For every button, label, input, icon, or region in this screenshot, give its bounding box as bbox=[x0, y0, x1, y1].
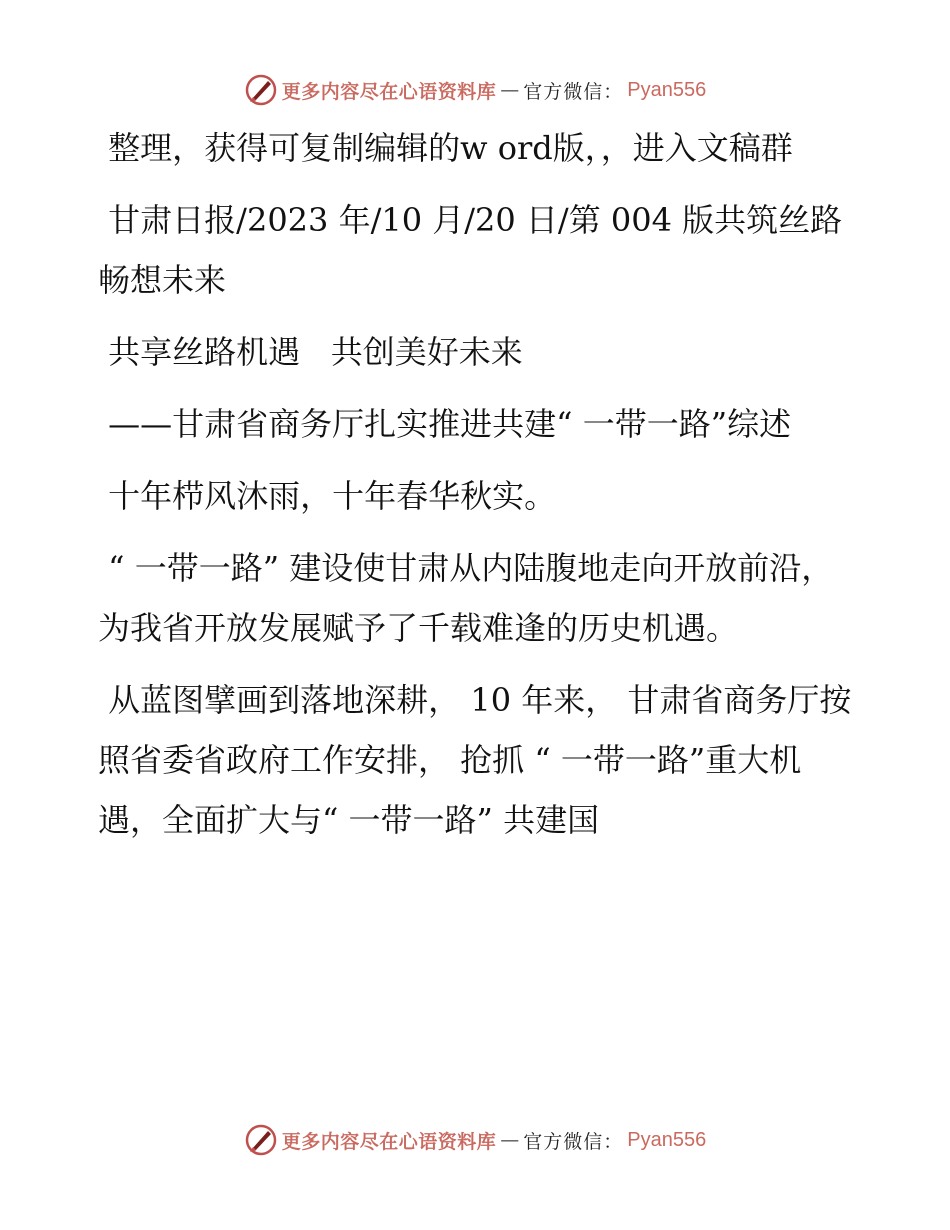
watermark-separator: — bbox=[500, 79, 520, 101]
paragraph-title: 共享丝路机遇 共创美好未来 bbox=[98, 333, 523, 371]
watermark-wechat-id: Pyan556 bbox=[627, 78, 707, 101]
footer-watermark bbox=[0, 1120, 950, 1160]
watermark-separator: — bbox=[500, 1129, 520, 1151]
quill-pen-logo-icon bbox=[244, 73, 278, 107]
quill-pen-logo-icon bbox=[244, 1123, 278, 1157]
paragraph-source: 甘肃日报/2023 年/10 月/20 日/第 004 版共筑丝路 畅想未来 bbox=[98, 201, 853, 299]
watermark-wechat-label: 官方微信： bbox=[523, 80, 624, 103]
watermark-site-text: 更多内容尽在心语资料库 bbox=[281, 80, 497, 103]
paragraph-body-3: 从蓝图擘画到落地深耕， 10 年来， 甘肃省商务厅按照省委省政府工作安排， 抢抓 “ 一带一路”重大机遇，全面扩大与“ 一带一路” 共建国 bbox=[98, 681, 852, 839]
watermark-wechat-id: Pyan556 bbox=[627, 1128, 707, 1151]
paragraph-note: 整理，获得可复制编辑的w ord版，，进入文稿群 bbox=[98, 129, 793, 167]
watermark-site-text: 更多内容尽在心语资料库 bbox=[281, 1130, 497, 1153]
paragraph-body-1: 十年栉风沐雨，十年春华秋实。 bbox=[98, 477, 557, 515]
document-body bbox=[98, 118, 858, 862]
header-watermark bbox=[0, 70, 950, 110]
paragraph-subtitle: ——甘肃省商务厅扎实推进共建“ 一带一路”综述 bbox=[98, 405, 792, 443]
watermark-wechat-label: 官方微信： bbox=[523, 1130, 624, 1153]
paragraph-body-2: “ 一带一路” 建设使甘肃从内陆腹地走向开放前沿，为我省开放发展赋予了千载难逢的历史机遇。 bbox=[98, 549, 834, 647]
